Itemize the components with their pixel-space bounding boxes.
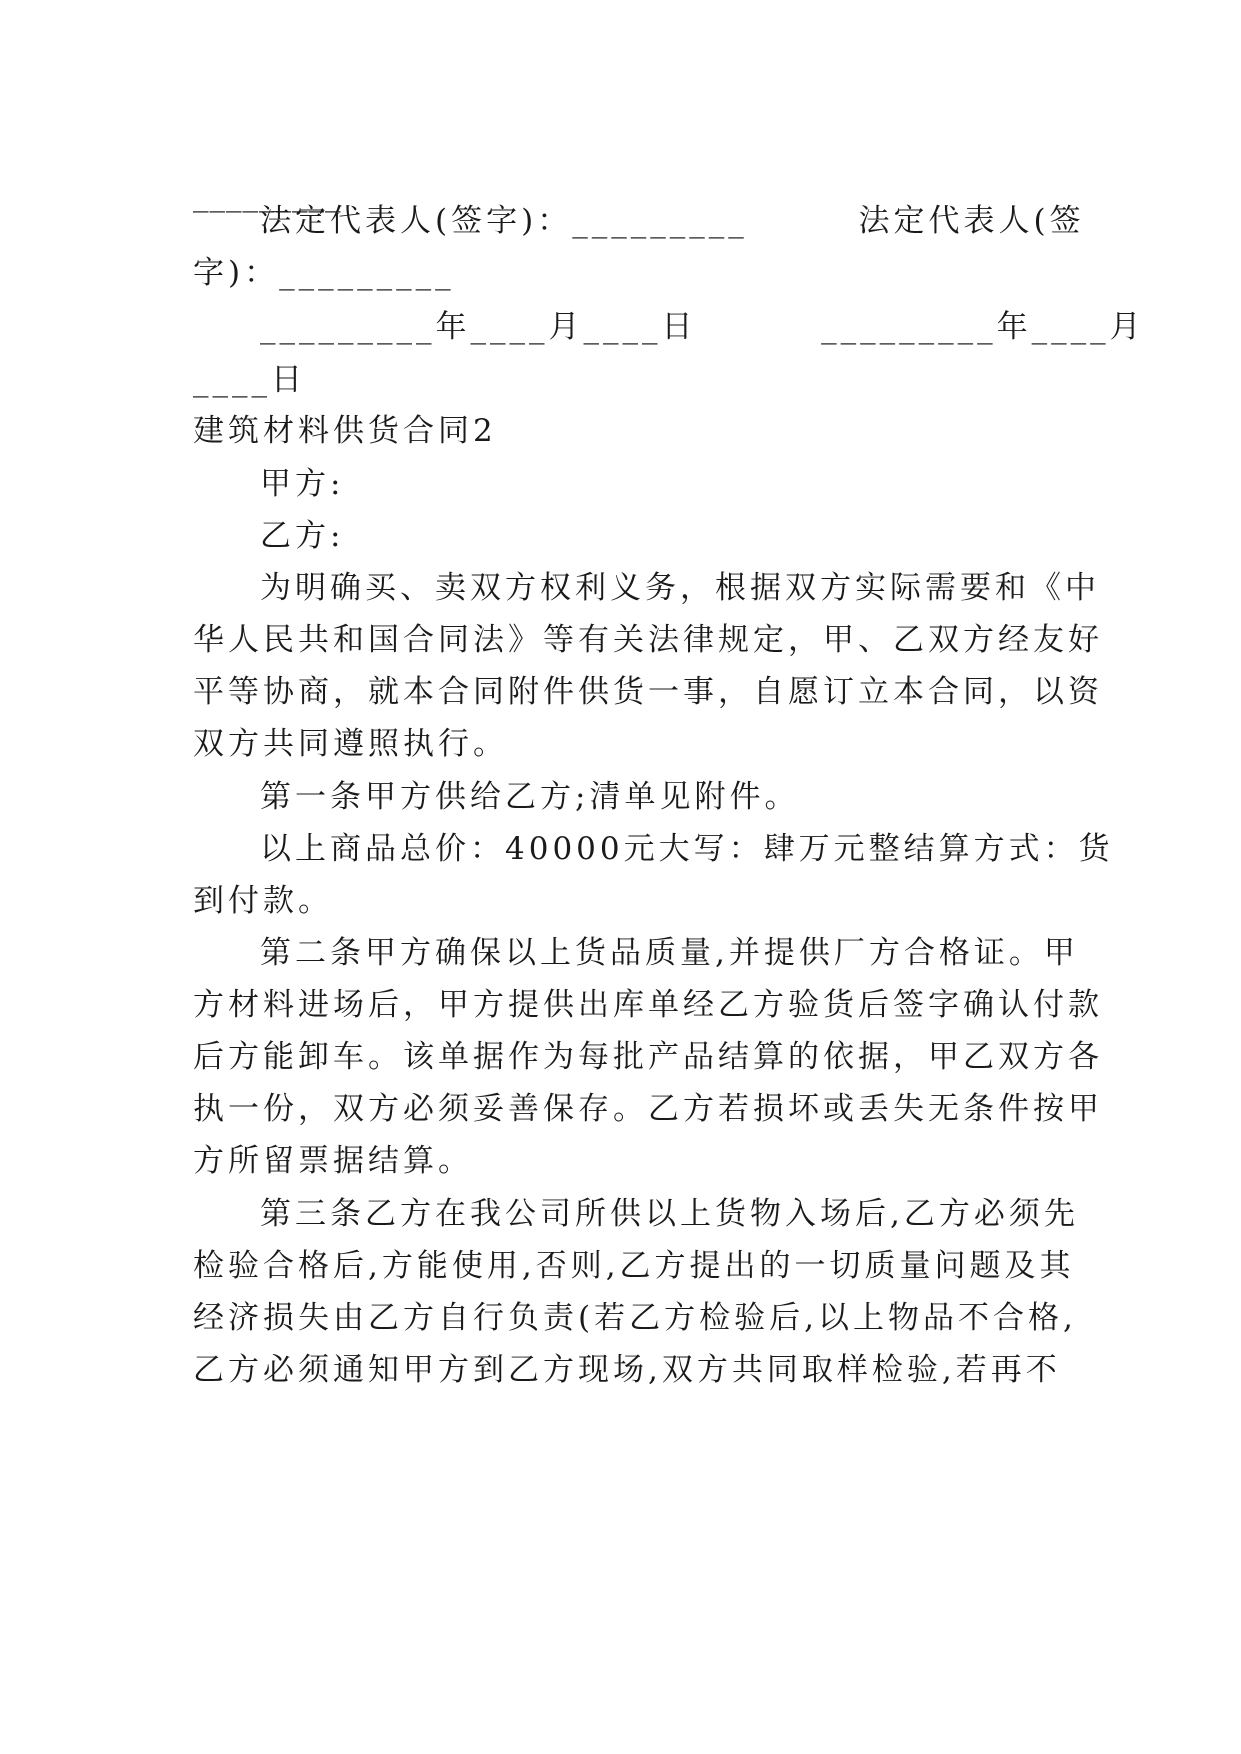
paragraph-line: 以上商品总价：40000元大写：肆万元整结算方式：货 bbox=[260, 831, 1114, 867]
article-one: 第一条甲方供给乙方;清单见附件。 bbox=[260, 779, 800, 815]
article-two: 第二条甲方确保以上货品质量,并提供厂方合格证。甲 bbox=[260, 935, 1079, 971]
signature-blank-line: _________ bbox=[193, 177, 342, 213]
paragraph-line: 平等协商，就本合同附件供货一事，自愿订立本合同，以资 bbox=[193, 674, 1103, 710]
legal-representative-line: 法定代表人(签字)：_________ 法定代表人(签 bbox=[260, 203, 1085, 239]
paragraph-line: 乙方必须通知甲方到乙方现场,双方共同取样检验,若再不 bbox=[193, 1352, 1061, 1388]
paragraph-line: 执一份，双方必须妥善保存。乙方若损坏或丢失无条件按甲 bbox=[193, 1091, 1103, 1127]
party-a-label: 甲方: bbox=[260, 466, 345, 502]
paragraph-line: 方所留票据结算。 bbox=[193, 1143, 473, 1179]
paragraph-line: 方材料进场后，甲方提供出库单经乙方验货后签字确认付款 bbox=[193, 987, 1103, 1023]
legal-representative-continuation: 字)：_________ bbox=[193, 255, 455, 291]
article-three: 第三条乙方在我公司所供以上货物入场后,乙方必须先 bbox=[260, 1196, 1079, 1232]
paragraph-line: 到付款。 bbox=[193, 883, 333, 919]
contract-title: 建筑材料供货合同2 bbox=[193, 413, 497, 449]
paragraph-line: 双方共同遵照执行。 bbox=[193, 726, 508, 762]
party-b-label: 乙方: bbox=[260, 518, 345, 554]
paragraph-line: 检验合格后,方能使用,否则,乙方提出的一切质量问题及其 bbox=[193, 1248, 1075, 1284]
date-line: _________年____月____日 _________年____月 bbox=[260, 309, 1145, 345]
paragraph-line: 为明确买、卖双方权利义务，根据双方实际需要和《中 bbox=[260, 570, 1100, 606]
paragraph-line: 华人民共和国合同法》等有关法律规定，甲、乙双方经友好 bbox=[193, 622, 1103, 658]
date-line-continuation: ____日 bbox=[193, 362, 306, 398]
paragraph-line: 后方能卸车。该单据作为每批产品结算的依据，甲乙双方各 bbox=[193, 1039, 1103, 1075]
paragraph-line: 经济损失由乙方自行负责(若乙方检验后,以上物品不合格, bbox=[193, 1300, 1077, 1336]
